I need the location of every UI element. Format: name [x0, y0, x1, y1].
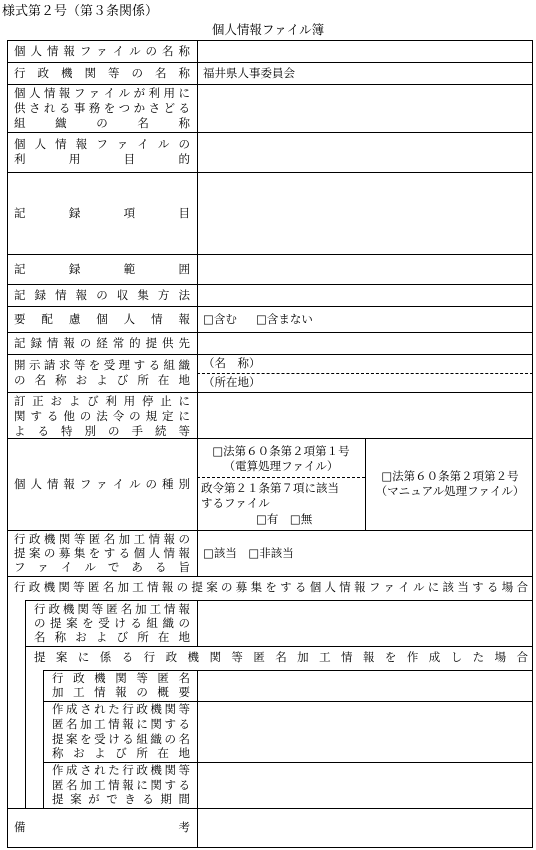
- organization-label-line: 組織の名称: [14, 116, 190, 130]
- row-divider: [7, 392, 533, 393]
- row-divider-dashed: [197, 477, 365, 478]
- cabinet-order-options[interactable]: □有 □無: [256, 512, 313, 526]
- column-divider: [197, 40, 198, 576]
- column-divider: [365, 438, 366, 530]
- section-indent-line: [43, 670, 44, 808]
- anonymized-section-heading: 行政機関等匿名加工情報の提案の募集をする個人情報ファイルに該当する場合: [14, 580, 528, 594]
- remarks-label: 備考: [14, 820, 190, 834]
- proposal-period-label-line: 作成された行政機関等: [52, 763, 190, 777]
- row-divider: [7, 576, 533, 577]
- row-divider: [7, 530, 533, 531]
- record-items-label: 記録項目: [14, 206, 190, 220]
- type-computer-checkbox[interactable]: □法第６０条第２項第１号: [212, 444, 350, 458]
- agency-name-label: 行政機関等の名称: [14, 66, 190, 80]
- summary-label-line: 行政機関等匿名: [52, 671, 190, 685]
- disclosure-label-line: の名称および所在地: [14, 373, 190, 387]
- anonymized-label-line: 行政機関等匿名加工情報の: [14, 532, 190, 546]
- cabinet-order-label-line: 政令第２１条第７項に該当: [201, 481, 339, 495]
- file-name-label: 個人情報ファイルの名称: [14, 44, 190, 58]
- row-divider: [7, 62, 533, 63]
- summary-label-line: 加工情報の概要: [52, 685, 190, 699]
- type-computer-note: （電算処理ファイル）: [223, 459, 339, 473]
- column-divider: [197, 600, 198, 646]
- row-divider: [7, 332, 533, 333]
- sensitive-info-label: 要配慮個人情報: [14, 312, 190, 326]
- type-manual-checkbox[interactable]: □法第６０条第２項第２号: [381, 469, 519, 483]
- organization-label-line: 個人情報ファイルが利用に: [14, 86, 190, 100]
- receive-org-label-line: 名称および所在地: [34, 630, 190, 644]
- row-divider: [7, 284, 533, 285]
- cabinet-order-label-line: するファイル: [201, 496, 270, 510]
- created-case-heading: 提案に係る行政機関等匿名加工情報を作成した場合: [34, 650, 528, 664]
- row-divider: [7, 172, 533, 173]
- document-title: 個人情報ファイル簿: [211, 22, 325, 37]
- created-org-label-line: 提案を受ける組織の名: [52, 732, 190, 746]
- regular-provision-label: 記録情報の経常的提供先: [14, 336, 190, 350]
- purpose-label-line: 個人情報ファイルの: [14, 137, 190, 151]
- row-divider: [7, 808, 533, 809]
- created-org-label-line: 作成された行政機関等: [52, 702, 190, 716]
- sensitive-include-checkbox[interactable]: □含む: [203, 312, 237, 326]
- row-divider: [7, 306, 533, 307]
- anonymized-label-line: ファイルである旨: [14, 560, 190, 574]
- type-manual-note: （マニュアル処理ファイル）: [375, 484, 525, 498]
- file-type-label: 個人情報ファイルの種別: [14, 477, 190, 491]
- form-number: 様式第２号（第３条関係）: [2, 4, 159, 19]
- disclosure-address-field: （所在地）: [203, 375, 261, 389]
- special-procedure-label-line: 訂正および利用停止に: [14, 394, 190, 408]
- column-divider: [197, 808, 198, 848]
- anonymized-options[interactable]: □該当 □非該当: [203, 546, 294, 560]
- purpose-label-line: 利用目的: [14, 152, 190, 166]
- section-indent-line: [25, 600, 26, 808]
- receive-org-label-line: の提案を受ける組織の: [34, 616, 190, 630]
- organization-label-line: 供される事務をつかさどる: [14, 101, 190, 115]
- anonymized-label-line: 提案の募集をする個人情報: [14, 546, 190, 560]
- created-org-label-line: 称および所在地: [52, 746, 190, 760]
- special-procedure-label-line: よる特別の手続等: [14, 424, 190, 438]
- proposal-period-label-line: 匿名加工情報に関する: [52, 778, 190, 792]
- special-procedure-label-line: 関する他の法令の規定に: [14, 409, 190, 423]
- record-scope-label: 記録範囲: [14, 262, 190, 276]
- agency-name-value: 福井県人事委員会: [203, 66, 295, 80]
- row-divider: [25, 600, 533, 601]
- row-divider: [25, 646, 533, 647]
- row-divider: [7, 84, 533, 85]
- proposal-period-label-line: 提案ができる期間: [52, 792, 190, 806]
- row-divider: [7, 254, 533, 255]
- sensitive-exclude-checkbox[interactable]: □含まない: [256, 312, 313, 326]
- created-org-label-line: 匿名加工情報に関する: [52, 717, 190, 731]
- receive-org-label-line: 行政機関等匿名加工情報: [34, 602, 190, 616]
- row-divider-dashed: [197, 373, 533, 374]
- row-divider: [7, 354, 533, 355]
- row-divider: [7, 132, 533, 133]
- disclosure-name-field: （名 称）: [203, 356, 261, 370]
- disclosure-label-line: 開示請求等を受理する組織: [14, 358, 190, 372]
- collection-method-label: 記録情報の収集方法: [14, 288, 190, 302]
- column-divider: [197, 670, 198, 808]
